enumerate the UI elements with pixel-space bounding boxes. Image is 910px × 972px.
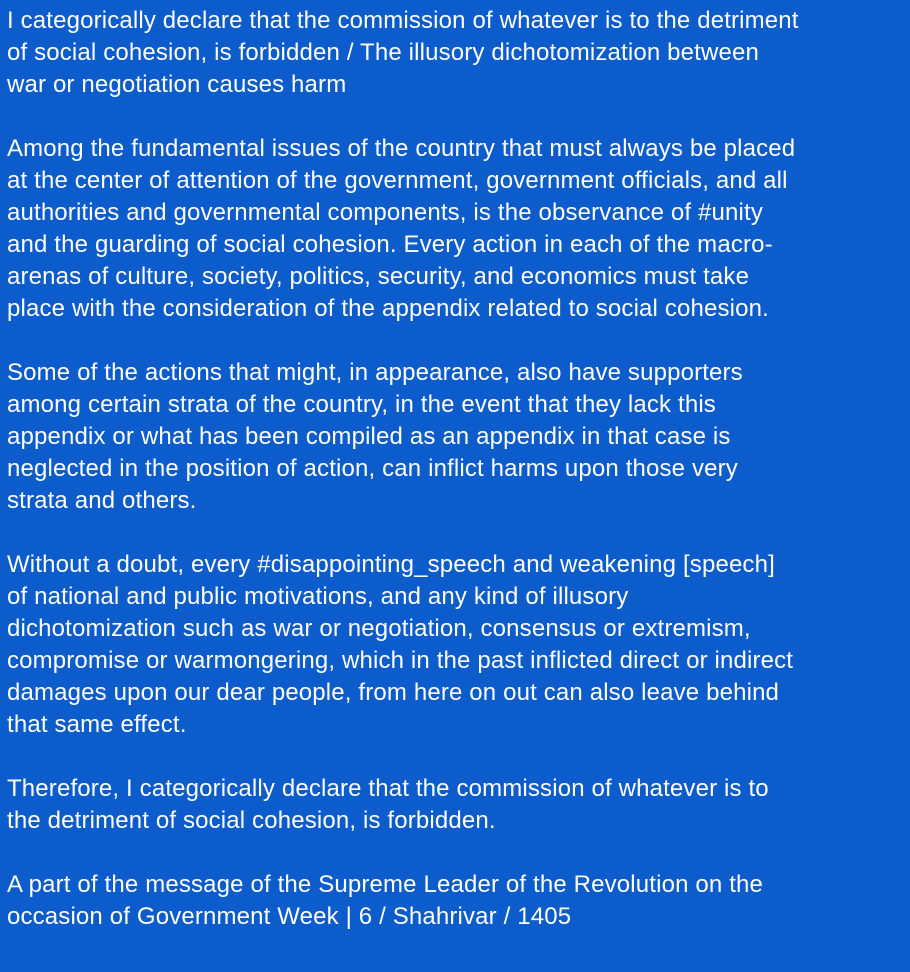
message-headline: I categorically declare that the commission of whatever is to the detriment of social cohesion, is forbidden / The illusory dichotomization between war or negotiation causes harm xyxy=(7,7,799,98)
message-source-caption: A part of the message of the Supreme Leader of the Revolution on the occasion of Government Week | 6 / Shahrivar / 1405 xyxy=(7,871,764,930)
message-paragraph: Therefore, I categorically declare that the commission of whatever is to the detriment of social cohesion, is forbidden. xyxy=(7,775,769,834)
message-paragraph: Among the fundamental issues of the country that must always be placed at the center of attention of the government, government officials, and all authorities and governmental components, is the observance of #unity and the guarding of social cohesion. Every action in each of the macro- arenas of culture, society, politics, security, and economics must take place with the consideration of the appendix related to social cohesion. xyxy=(7,135,796,322)
message-paragraph: Some of the actions that might, in appearance, also have supporters among certain strata of the country, in the event that they lack this appendix or what has been compiled as an appendix in that case is neglected in the position of action, can inflict harms upon those very strata and others. xyxy=(7,359,743,514)
message-paragraph: Without a doubt, every #disappointing_speech and weakening [speech] of national and public motivations, and any kind of illusory dichotomization such as war or negotiation, consensus or extremism, compromise or warmongering, which in the past inflicted direct or indirect damages upon our dear people, from here on out can also leave behind that same effect. xyxy=(7,551,794,738)
